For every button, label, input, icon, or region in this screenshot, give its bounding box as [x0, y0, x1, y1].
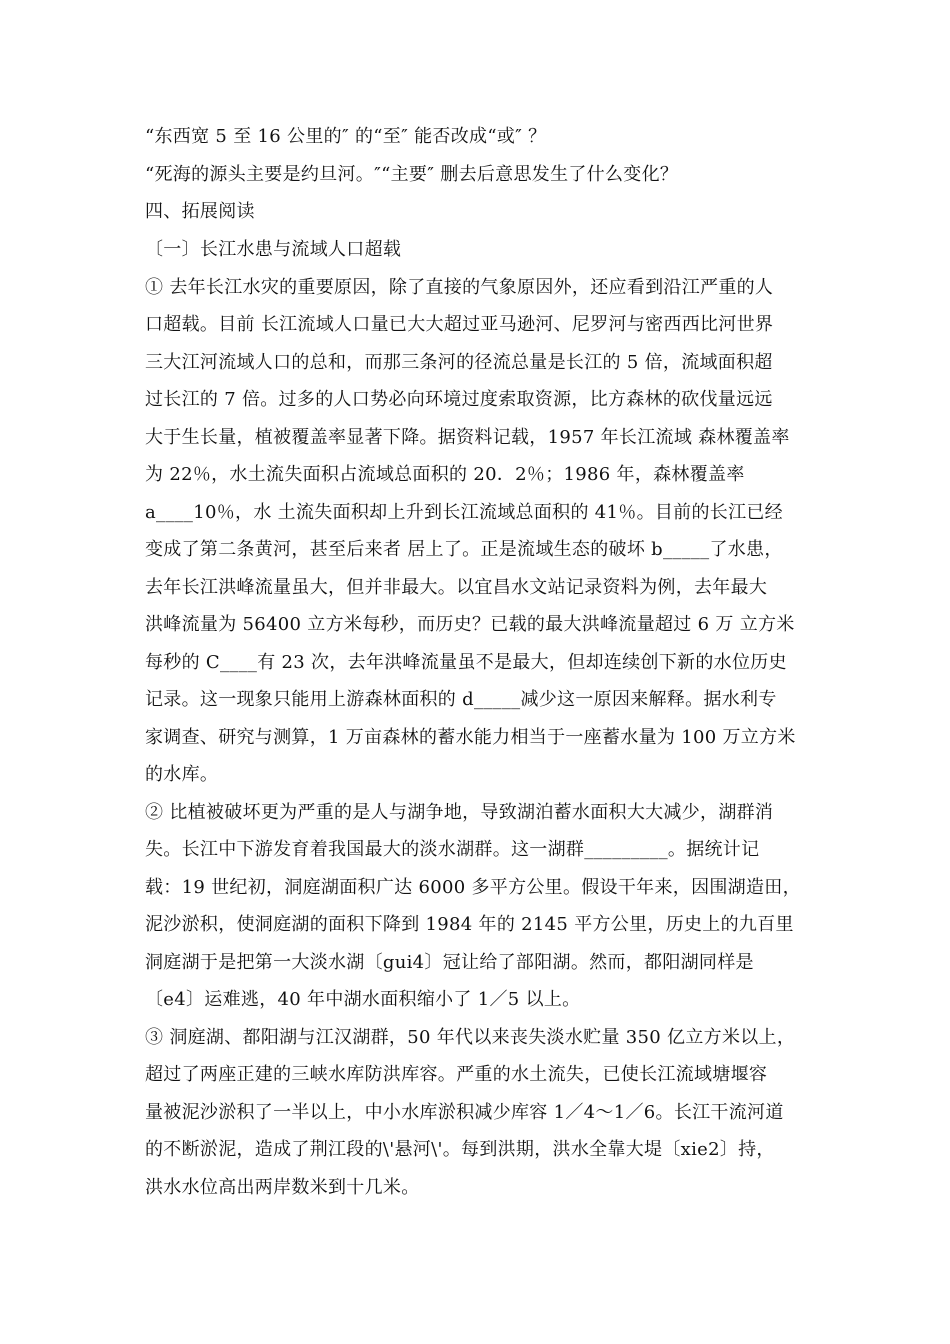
paragraph-line: 量被泥沙淤积了一半以上，中小水库淤积减少库容 1／4～1／6。长江干流河道 — [145, 1102, 784, 1123]
paragraph-line: ② 比植被破坏更为严重的是人与湖争地，导致湖泊蓄水面积大大减少，湖群消 — [145, 802, 774, 823]
paragraph-line: 三大江河流域人口的总和，而那三条河的径流总量是长江的 5 倍，流域面积超 — [145, 352, 773, 373]
paragraph-line: 〔e4〕运难逃，40 年中湖水面积缩小了 1／5 以上。 — [145, 989, 581, 1010]
question-line: “东西宽 5 至 16 公里的″ 的“至″ 能否改成“或″ ？ — [145, 126, 547, 147]
paragraph-line: 失。长江中下游发育着我国最大的淡水湖群。这一湖群_________。据统计记 — [145, 839, 760, 860]
paragraph-line: 口超载。目前 长江流域人口量已大大超过亚马逊河、尼罗河与密西西比河世界 — [145, 314, 774, 335]
paragraph-line: 载：19 世纪初，洞庭湖面积广达 6000 多平方公里。假设干年来，因围湖造田， — [145, 877, 801, 898]
paragraph-line: 过长江的 7 倍。过多的人口势必向环境过度索取资源，比方森林的砍伐量远远 — [145, 389, 773, 410]
paragraph-line: 变成了第二条黄河，甚至后来者 居上了。正是流域生态的破坏 b_____了水患， — [145, 539, 783, 560]
question-line: “死海的源头主要是约旦河。″“主要″ 删去后意思发生了什么变化？ — [145, 164, 679, 185]
paragraph-line: ① 去年长江水灾的重要原因，除了直接的气象原因外，还应看到沿江严重的人 — [145, 277, 774, 298]
paragraph-line: a____10％，水 土流失面积却上升到长江流域总面积的 41％。目前的长江已经 — [145, 502, 783, 523]
paragraph-line: 每秒的 C____有 23 次，去年洪峰流量虽不是最大，但却连续创下新的水位历史 — [145, 652, 787, 673]
paragraph-line: 洪峰流量为 56400 立方米每秒，而历史？已载的最大洪峰流量超过 6 万 立方米 — [145, 614, 795, 635]
paragraph-line: 家调查、研究与测算，1 万亩森林的蓄水能力相当于一座蓄水量为 100 万立方米 — [145, 727, 796, 748]
paragraph-line: 记录。这一现象只能用上游森林面积的 d_____减少这一原因来解释。据水利专 — [145, 689, 777, 710]
paragraph-line: 的不断淤泥，造成了荆江段的\'悬河\'。每到洪期，洪水全靠大堤〔xie2〕持， — [145, 1139, 775, 1160]
paragraph-line: 泥沙淤积，使洞庭湖的面积下降到 1984 年的 2145 平方公里，历史上的九百里 — [145, 914, 794, 935]
paragraph-line: 洪水水位高出两岸数米到十几米。 — [145, 1177, 420, 1198]
article-title: 〔一〕长江水患与流域人口超载 — [145, 239, 402, 260]
section-heading: 四、拓展阅读 — [145, 201, 255, 222]
paragraph-line: 为 22％，水土流失面积占流域总面积的 20．2％；1986 年，森林覆盖率 — [145, 464, 745, 485]
paragraph-line: 洞庭湖于是把第一大淡水湖〔gui4〕冠让给了部阳湖。然而，都阳湖同样是 — [145, 952, 754, 973]
paragraph-line: 超过了两座正建的三峡水库防洪库容。严重的水土流失，已使长江流域塘堰容 — [145, 1064, 768, 1085]
paragraph-line: 的水库。 — [145, 764, 219, 785]
paragraph-line: 去年长江洪峰流量虽大，但并非最大。以宜昌水文站记录资料为例，去年最大 — [145, 577, 768, 598]
paragraph-line: 大于生长量，植被覆盖率显著下降。据资料记载，1957 年长江流域 森林覆盖率 — [145, 427, 790, 448]
paragraph-line: ③ 洞庭湖、都阳湖与江汉湖群，50 年代以来丧失淡水贮量 350 亿立方米以上， — [145, 1027, 796, 1048]
